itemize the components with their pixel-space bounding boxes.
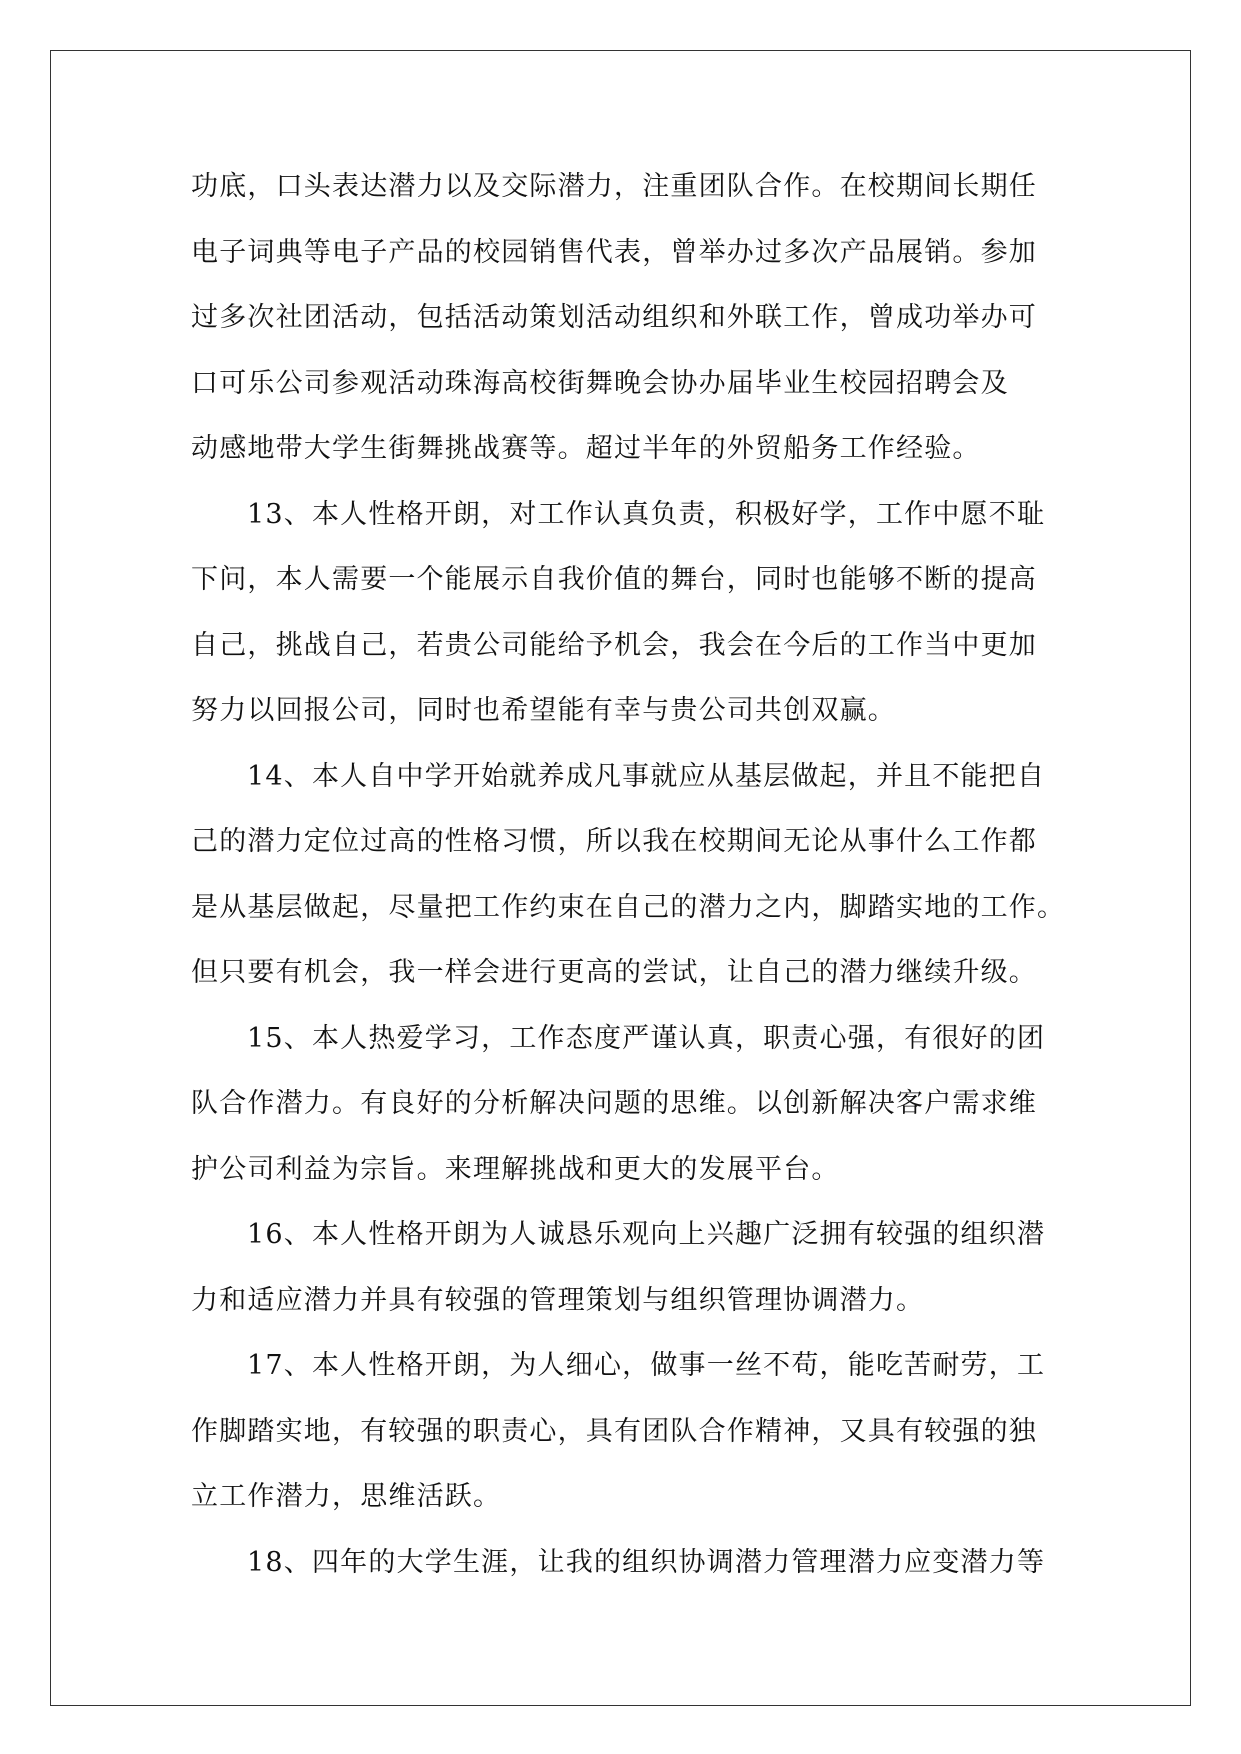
text-line: 电子词典等电子产品的校园销售代表，曾举办过多次产品展销。参加 <box>191 236 1037 268</box>
text-line: 口可乐公司参观活动珠海高校街舞晚会协办届毕业生校园招聘会及 <box>191 367 1009 399</box>
text-line: 力和适应潜力并具有较强的管理策划与组织管理协调潜力。 <box>191 1284 925 1316</box>
text-line: 16、本人性格开朗为人诚恳乐观向上兴趣广泛拥有较强的组织潜 <box>247 1219 1046 1250</box>
text-line: 队合作潜力。有良好的分析解决问题的思维。以创新解决客户需求维 <box>191 1088 1037 1119</box>
paragraph-18 <box>191 1530 1051 1596</box>
text-line: 努力以回报公司，同时也希望能有幸与贵公司共创双赢。 <box>191 695 896 726</box>
text-line: 15、本人热爱学习，工作态度严谨认真，职责心强，有很好的团 <box>247 1022 1046 1054</box>
text-line: 17、本人性格开朗，为人细心，做事一丝不苟，能吃苦耐劳，工 <box>247 1350 1046 1381</box>
text-line: 护公司利益为宗旨。来理解挑战和更大的发展平台。 <box>191 1153 840 1185</box>
text-line: 过多次社团活动，包括活动策划活动组织和外联工作，曾成功举办可 <box>191 302 1037 333</box>
text-line: 18、四年的大学生涯，让我的组织协调潜力管理潜力应变潜力等 <box>247 1546 1046 1578</box>
text-line: 作脚踏实地，有较强的职责心，具有团队合作精神，又具有较强的独 <box>191 1415 1037 1447</box>
text-line: 下问，本人需要一个能展示自我价值的舞台，同时也能够不断的提高 <box>191 564 1037 595</box>
text-line: 动感地带大学生街舞挑战赛等。超过半年的外贸船务工作经验。 <box>191 433 981 464</box>
paragraph-17 <box>191 1333 1051 1530</box>
text-line: 13、本人性格开朗，对工作认真负责，积极好学，工作中愿不耻 <box>247 498 1046 530</box>
paragraph-14 <box>191 744 1066 1006</box>
text-line: 但只要有机会，我一样会进行更高的尝试，让自己的潜力继续升级。 <box>191 957 1037 988</box>
text-line: 功底，口头表达潜力以及交际潜力，注重团队合作。在校期间长期任 <box>191 171 1037 202</box>
paragraph-16 <box>191 1202 1051 1333</box>
paragraph-13 <box>191 482 1051 744</box>
text-line: 自己，挑战自己，若贵公司能给予机会，我会在今后的工作当中更加 <box>191 629 1037 661</box>
document-body <box>191 154 1066 1595</box>
text-line: 是从基层做起，尽量把工作约束在自己的潜力之内，脚踏实地的工作。 <box>191 891 1066 923</box>
text-line: 14、本人自中学开始就养成凡事就应从基层做起，并且不能把自 <box>247 760 1046 792</box>
paragraph-15 <box>191 1006 1051 1203</box>
text-line: 立工作潜力，思维活跃。 <box>191 1481 502 1512</box>
paragraph-continuation <box>191 154 1051 482</box>
text-line: 己的潜力定位过高的性格习惯，所以我在校期间无论从事什么工作都 <box>191 826 1037 857</box>
